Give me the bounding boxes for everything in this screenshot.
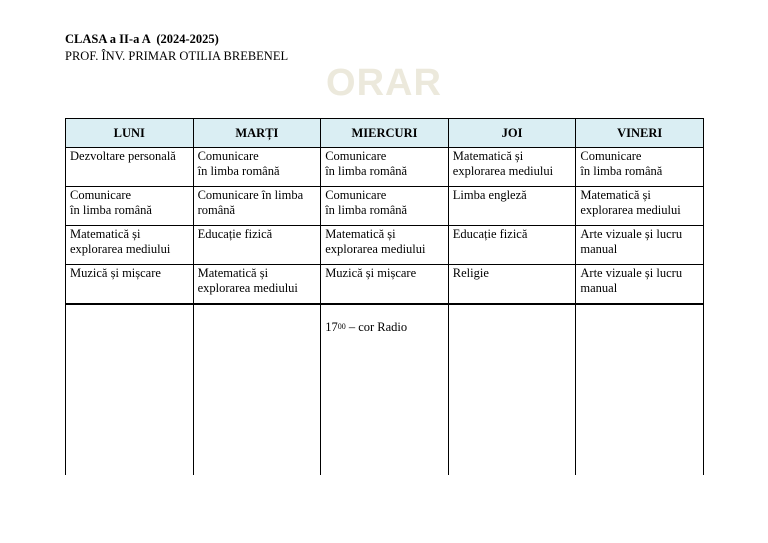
day-header-joi: JOI bbox=[448, 119, 576, 148]
lesson-cell: Comunicare în limba română bbox=[576, 148, 704, 187]
lesson-cell: Arte vizuale și lucru manual bbox=[576, 226, 704, 265]
lesson-cell: Limba engleză bbox=[448, 187, 576, 226]
choir-hour: 17 bbox=[325, 320, 338, 334]
extra-cell-marti bbox=[193, 304, 321, 475]
lesson-cell: Educație fizică bbox=[448, 226, 576, 265]
extra-activities-row bbox=[66, 304, 704, 475]
extra-cell-joi bbox=[448, 304, 576, 475]
extra-cell-vineri bbox=[576, 304, 704, 475]
lesson-cell: Comunicare în limba română bbox=[193, 187, 321, 226]
lesson-row-1 bbox=[66, 148, 704, 187]
lesson-cell: Comunicare în limba română bbox=[193, 148, 321, 187]
day-header-miercuri: MIERCURI bbox=[321, 119, 449, 148]
lesson-cell: Matematică și explorarea mediului bbox=[66, 226, 194, 265]
choir-minutes: 00 bbox=[337, 322, 346, 331]
lesson-cell: Comunicare în limba română bbox=[66, 187, 194, 226]
teacher-name: PROF. ÎNV. PRIMAR OTILIA BREBENEL bbox=[65, 49, 289, 63]
lesson-cell: Comunicare în limba română bbox=[321, 187, 449, 226]
lesson-cell: Matematică și explorarea mediului bbox=[576, 187, 704, 226]
day-header-marti: MARȚI bbox=[193, 119, 321, 148]
days-header-row bbox=[66, 119, 704, 148]
lesson-cell: Matematică și explorarea mediului bbox=[193, 265, 321, 305]
lesson-row-4 bbox=[66, 265, 704, 305]
timetable-title: ORAR bbox=[326, 62, 442, 104]
lesson-cell: Comunicare în limba română bbox=[321, 148, 449, 187]
lesson-cell: Muzică și mișcare bbox=[66, 265, 194, 305]
lesson-row-3 bbox=[66, 226, 704, 265]
lesson-row-2 bbox=[66, 187, 704, 226]
class-title: CLASA a II-a A (2024-2025) bbox=[65, 32, 219, 46]
lesson-cell: Arte vizuale și lucru manual bbox=[576, 265, 704, 305]
timetable bbox=[65, 118, 704, 475]
choir-text: – cor Radio bbox=[345, 320, 408, 334]
lesson-cell: Muzică și mișcare bbox=[321, 265, 449, 305]
lesson-cell: Matematică și explorarea mediului bbox=[448, 148, 576, 187]
choir-note bbox=[325, 320, 444, 335]
lesson-cell: Educație fizică bbox=[193, 226, 321, 265]
lesson-cell: Religie bbox=[448, 265, 576, 305]
day-header-vineri: VINERI bbox=[576, 119, 704, 148]
day-header-luni: LUNI bbox=[66, 119, 194, 148]
lesson-cell: Dezvoltare personală bbox=[66, 148, 194, 187]
extra-cell-luni bbox=[66, 304, 194, 475]
extra-cell-miercuri bbox=[321, 304, 449, 475]
lesson-cell: Matematică și explorarea mediului bbox=[321, 226, 449, 265]
